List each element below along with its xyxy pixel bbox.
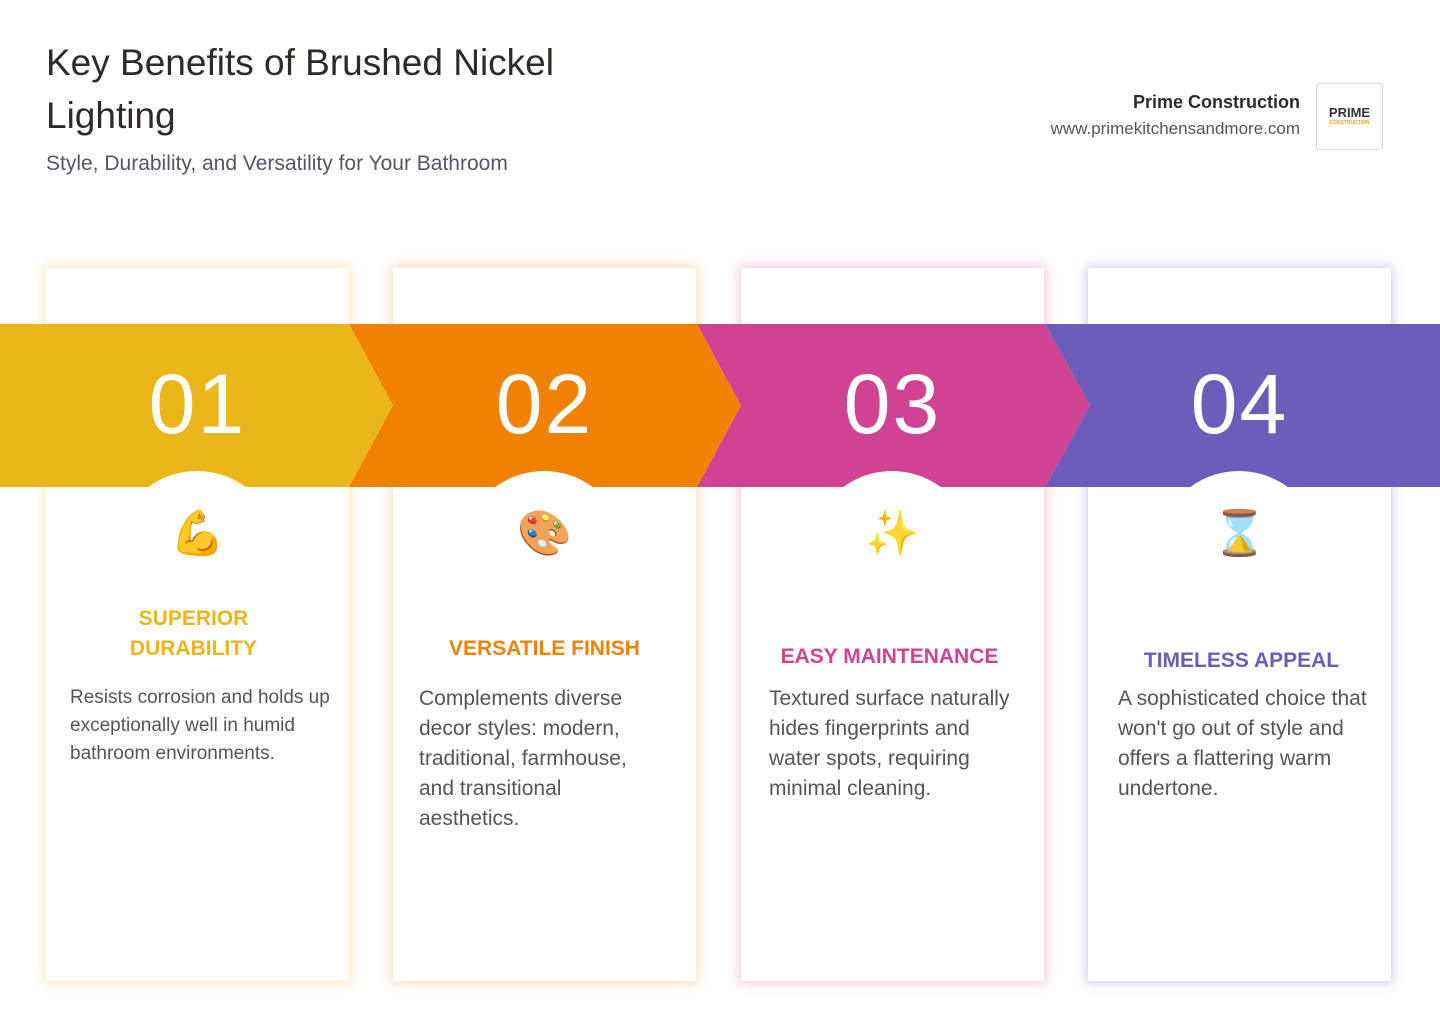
step-number-1: 01 [148,357,247,451]
step-number-3: 03 [843,357,942,451]
step-number-4: 04 [1190,357,1289,451]
artist-palette-icon: 🎨 [517,509,572,558]
sparkles-icon: ✨ [865,509,920,558]
brand-name: Prime Construction [1132,92,1300,112]
step-heading-3: EASY MAINTENANCE [780,645,999,668]
page-subtitle: Style, Durability, and Versatility for Your Bathroom [46,152,508,175]
step-description-3: Textured surface naturally hides fingerprints and water spots, requiring minimal cleaning. [769,687,1010,800]
flexed-biceps-icon: 💪 [170,509,225,558]
step-description-4: A sophisticated choice that won't go out of style and offers a flattering warm undertone. [1118,687,1367,800]
page-title: Key Benefits of Brushed Nickel Lighting [46,42,554,136]
logo-wordmark: PRIME [1328,105,1371,120]
brand-logo [1316,83,1383,150]
step-heading-4: TIMELESS APPEAL [1143,649,1340,672]
step-heading-1: SUPERIOR DURABILITY [129,607,258,660]
step-number-2: 02 [495,357,594,451]
logo-tagline: CONSTRUCTION [1329,120,1370,126]
step-description-1: Resists corrosion and holds up exceptionally well in humid bathroom environments. [70,687,330,764]
step-heading-2: VERSATILE FINISH [449,637,640,660]
step-description-2: Complements diverse decor styles: modern, traditional, farmhouse, and transitional aesthetics. [419,687,627,830]
brand-url[interactable]: www.primekitchensandmore.com [1050,119,1300,138]
hourglass-icon: ⌛ [1212,509,1267,558]
